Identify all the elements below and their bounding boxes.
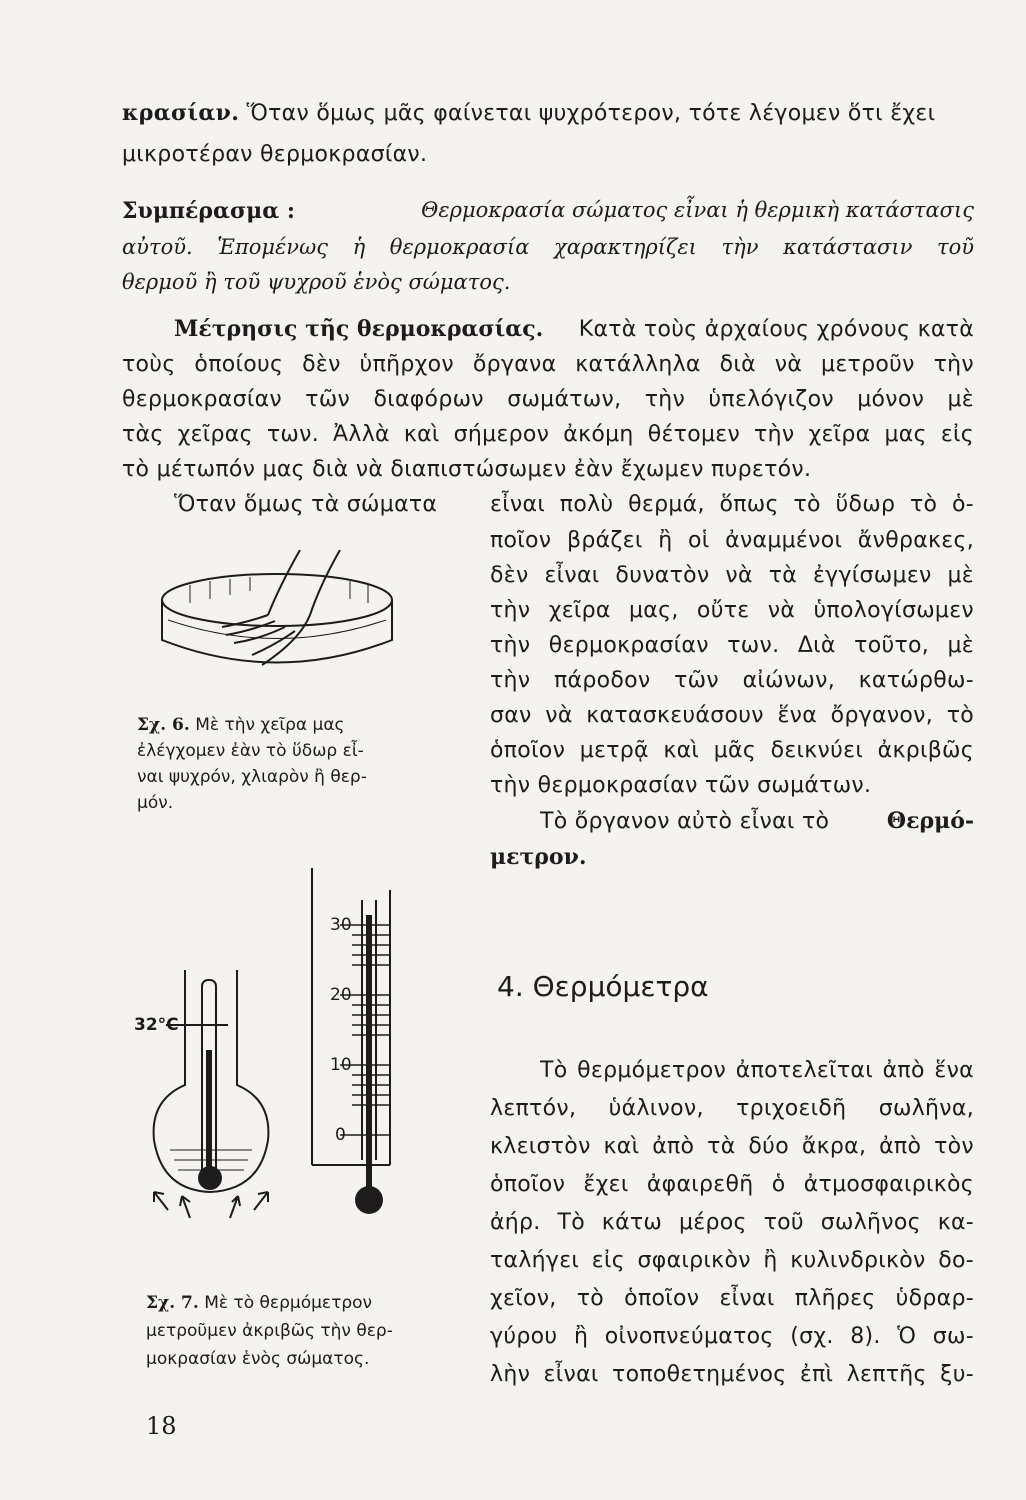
- section-4-line: λεπτόν, ὑάλινον, τριχοειδῆ σωλῆνα,: [490, 1096, 974, 1121]
- measurement-line-3: θερμοκρασίαν τῶν διαφόρων σωμάτων, τὴν ὑπελόγιζον μόνον μὲ: [122, 387, 974, 412]
- intro-line-1-text: Ὅταν ὅμως μᾶς φαίνεται ψυχρότερον, τότε λέγομεν ὅτι ἔχει: [239, 101, 936, 126]
- figure-6-caption-line-3: ναι ψυχρόν, χλιαρὸν ἢ θερ-: [137, 767, 367, 787]
- thermometer-term-2: μετρον.: [490, 844, 587, 870]
- section-4-line: γύρου ἢ οἰνοπνεύματος (σχ. 8). Ὁ σω-: [490, 1324, 974, 1349]
- figure-6-bowl-hand-illustration: [150, 545, 405, 685]
- conclusion-line-3: θερμοῦ ἢ τοῦ ψυχροῦ ἑνὸς σώματος.: [122, 270, 511, 294]
- intro-line-1: [122, 100, 935, 126]
- measurement-line-2: τοὺς ὁποίους δὲν ὑπῆρχον ὄργανα κατάλληλα διὰ νὰ μετροῦν τὴν: [122, 352, 974, 377]
- figure-6-label: Σχ. 6.: [137, 715, 190, 735]
- conclusion-label: Συμπέρασμα :: [122, 198, 295, 224]
- figure-7-caption-line-1: [146, 1290, 372, 1316]
- hot-bodies-line: ποῖον βράζει ἢ οἱ ἀναμμένοι ἄνθρακες,: [490, 528, 974, 553]
- section-4-line: Τὸ θερμόμετρον ἀποτελεῖται ἀπὸ ἕνα: [540, 1058, 974, 1083]
- figure-7-thermometer-illustration: [134, 860, 420, 1240]
- measurement-line-1: [174, 316, 974, 342]
- conclusion-definition: Θερμοκρασία σώματος εἶναι ἡ θερμικὴ κατάστασις: [421, 198, 974, 222]
- scale-label: 20: [330, 985, 352, 1005]
- scale-label: 10: [330, 1055, 352, 1075]
- hot-bodies-line: ὁποῖον μετρᾷ καὶ μᾶς δεικνύει ἀκριβῶς: [490, 738, 974, 763]
- hot-bodies-line: τὴν χεῖρα μας, οὔτε νὰ ὑπολογίσωμεν: [490, 598, 974, 623]
- conclusion-line-2: αὐτοῦ. Ἑπομένως ἡ θερμοκρασία χαρακτηρίζει τὴν κατάστασιν τοῦ: [122, 235, 974, 259]
- section-4-line: χεῖον, τὸ ὁποῖον εἶναι πλῆρες ὑδραρ-: [490, 1286, 974, 1311]
- section-4-line: κλειστὸν καὶ ἀπὸ τὰ δύο ἄκρα, ἀπὸ τὸν: [490, 1134, 974, 1159]
- figure-7-caption-line-3: μοκρασίαν ἑνὸς σώματος.: [146, 1349, 370, 1369]
- hot-bodies-line: σαν νὰ κατασκευάσουν ἕνα ὄργανον, τὸ: [490, 703, 974, 728]
- conclusion-line-1: [122, 198, 974, 224]
- measurement-line-1-text: Κατὰ τοὺς ἀρχαίους χρόνους κατὰ: [578, 317, 974, 342]
- hot-bodies-line-1-left: Ὅταν ὅμως τὰ σώματα: [174, 492, 438, 517]
- figure-6-caption-line-4: μόν.: [137, 793, 174, 813]
- section-4-line: ὁποῖον ἔχει ἀφαιρεθῆ ὁ ἀτμοσφαιρικὸς: [490, 1172, 974, 1197]
- scale-label: 30: [330, 915, 352, 935]
- hot-bodies-line: τὴν θερμοκρασίαν των. Διὰ τοῦτο, μὲ: [490, 633, 974, 658]
- section-4-line: λὴν εἶναι τοποθετημένος ἐπὶ λεπτῆς ξυ-: [490, 1362, 974, 1387]
- scale-label: 0: [335, 1125, 346, 1145]
- intro-line-2: μικροτέραν θερμοκρασίαν.: [122, 142, 428, 167]
- hot-bodies-line: τὴν θερμοκρασίαν τῶν σωμάτων.: [490, 773, 872, 798]
- measurement-line-5: τὸ μέτωπόν μας διὰ νὰ διαπιστώσωμεν ἐὰν ἔχωμεν πυρετόν.: [122, 457, 812, 482]
- page-number: 18: [146, 1412, 177, 1440]
- hot-bodies-last-line: [540, 808, 974, 834]
- measurement-heading: Μέτρησις τῆς θερμοκρασίας.: [174, 316, 544, 342]
- hot-bodies-line: τὴν πάροδον τῶν αἰώνων, κατώρθω-: [490, 668, 974, 693]
- figure-7-label: Σχ. 7.: [146, 1293, 199, 1313]
- figure-7-caption-text: Μὲ τὸ θερμόμετρον: [204, 1293, 373, 1313]
- section-4-line: ταλήγει εἰς σφαιρικὸν ἢ κυλινδρικὸν δο-: [490, 1248, 974, 1273]
- figure-6-caption-line-1: [137, 712, 345, 738]
- figure-7-caption-line-2: μετροῦμεν ἀκριβῶς τὴν θερ-: [146, 1321, 393, 1341]
- figure-6-caption-line-2: ἐλέγχομεν ἐὰν τὸ ὕδωρ εἶ-: [137, 741, 364, 761]
- thermometer-term-1: Θερμό-: [886, 808, 974, 834]
- flask-temperature-label: 32°C: [134, 1015, 179, 1035]
- section-4-line: ἀήρ. Τὸ κάτω μέρος τοῦ σωλῆνος κα-: [490, 1210, 974, 1235]
- section-4-heading: 4. Θερμόμετρα: [497, 970, 709, 1003]
- intro-lead-word: κρασίαν.: [122, 100, 240, 126]
- figure-6-caption-text: Μὲ τὴν χεῖρα μας: [195, 715, 345, 735]
- hot-bodies-last-text: Τὸ ὄργανον αὐτὸ εἶναι τὸ: [540, 809, 830, 834]
- hot-bodies-line-1-right: εἶναι πολὺ θερμά, ὅπως τὸ ὕδωρ τὸ ὁ-: [490, 492, 974, 517]
- hot-bodies-line: δὲν εἶναι δυνατὸν νὰ τὰ ἐγγίσωμεν μὲ: [490, 563, 974, 588]
- measurement-line-4: τὰς χεῖρας των. Ἀλλὰ καὶ σήμερον ἀκόμη θέτομεν τὴν χεῖρα μας εἰς: [122, 422, 974, 447]
